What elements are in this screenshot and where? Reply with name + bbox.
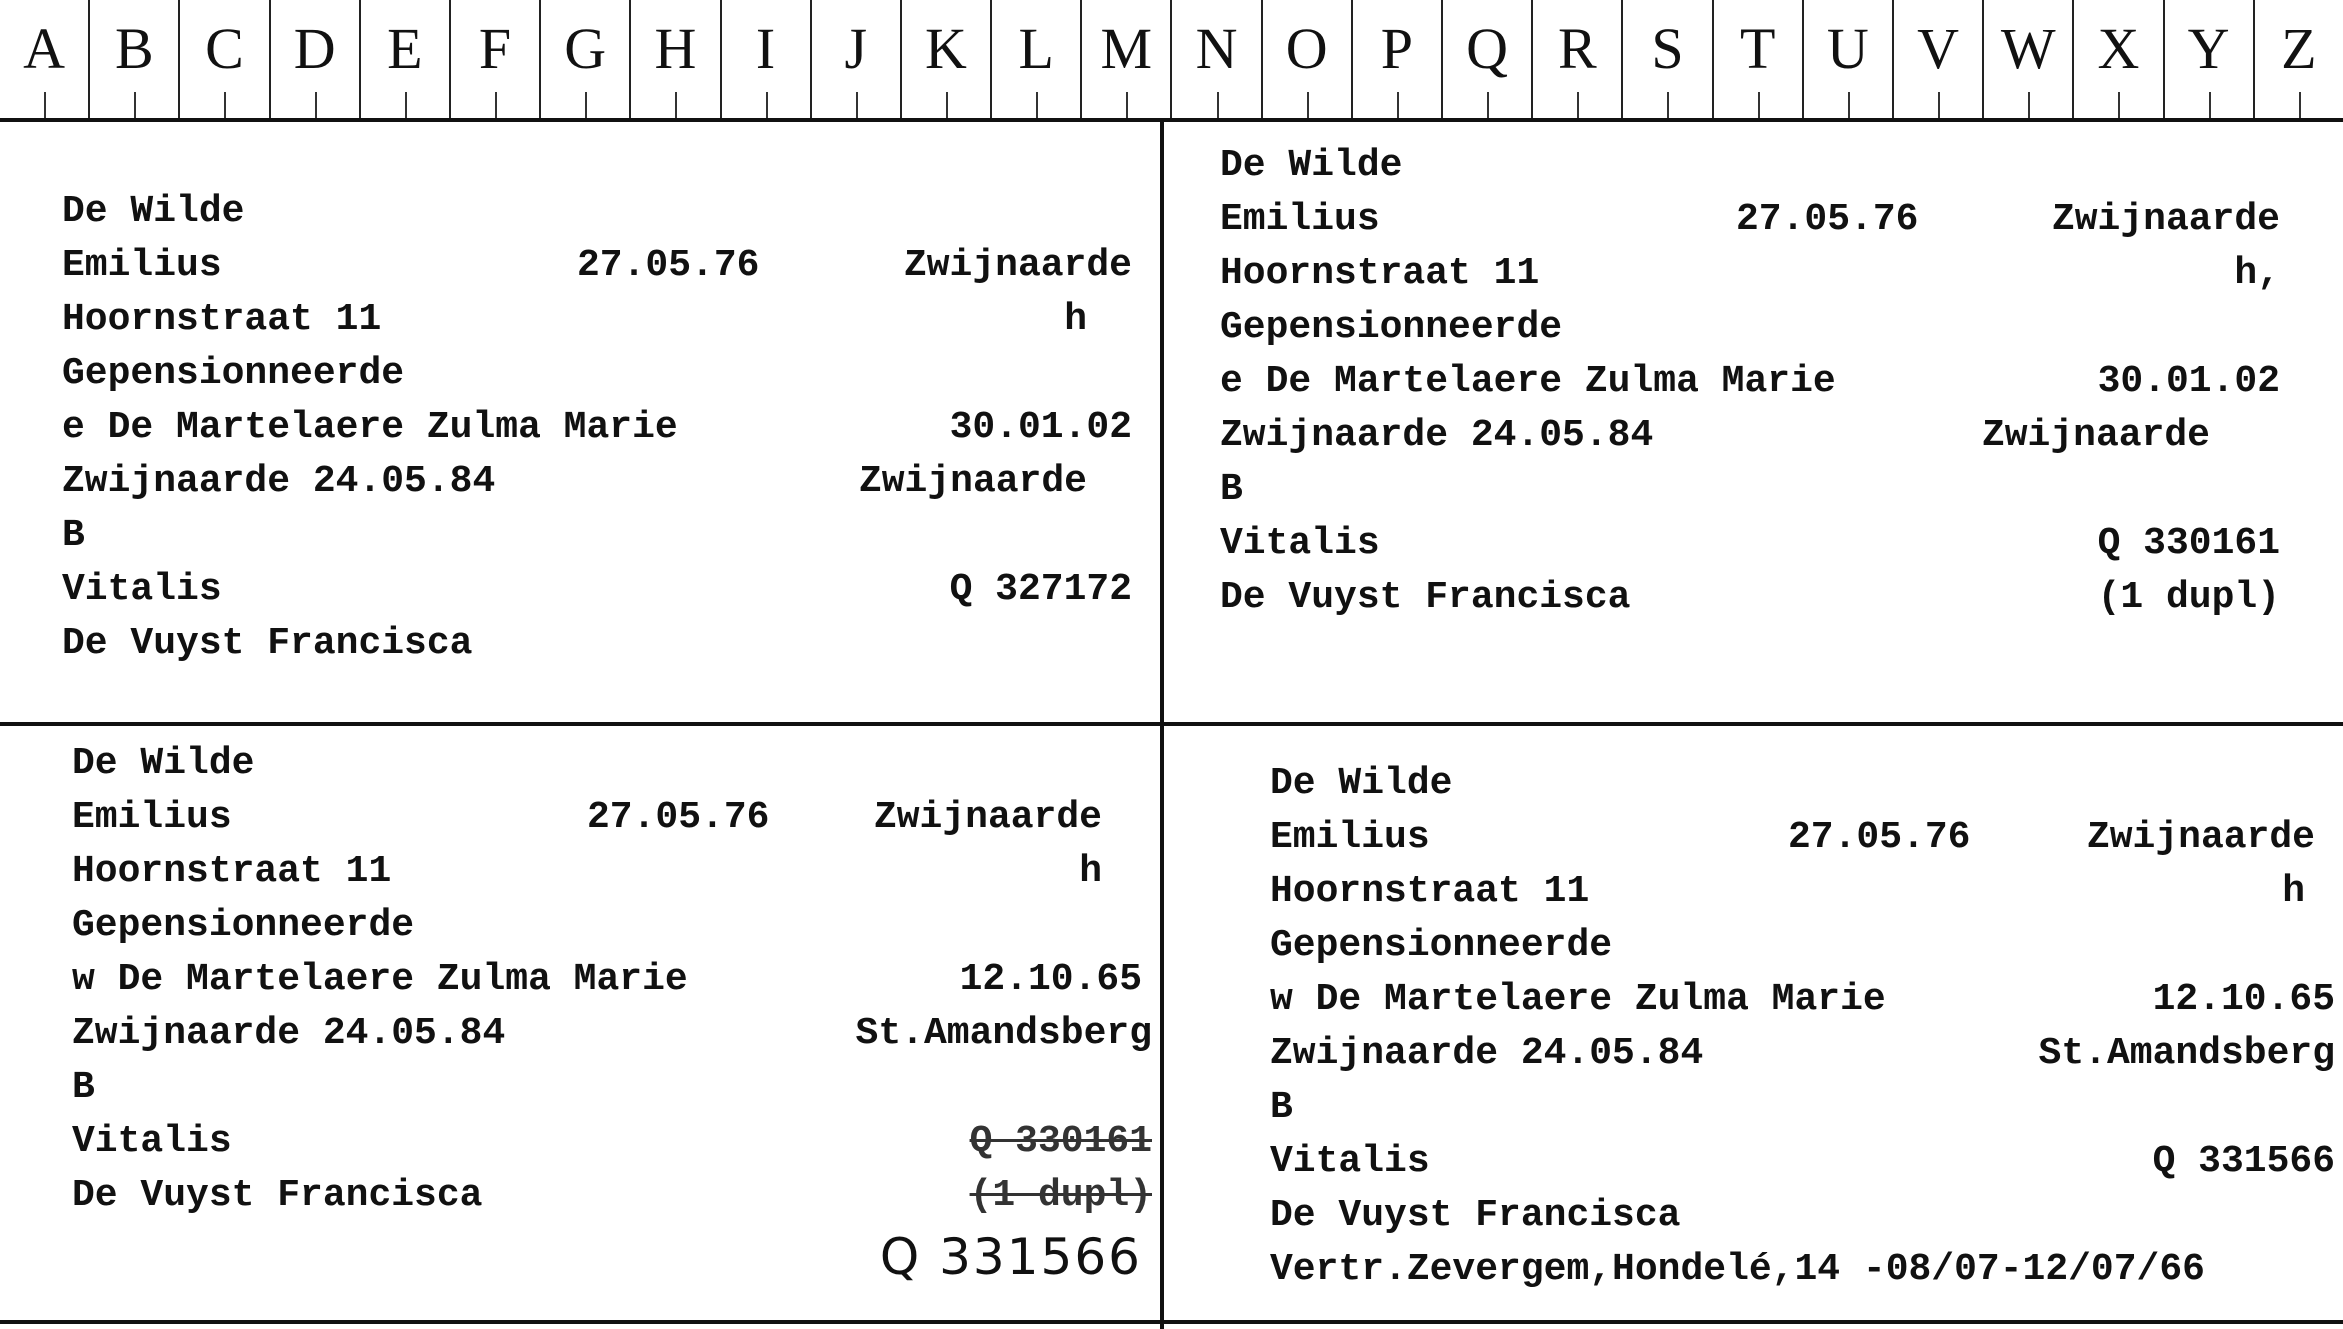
birth-place: Zwijnaarde: [903, 244, 1132, 287]
card-line-spouse: [1270, 978, 2335, 1032]
birth-place: Zwijnaarde: [2086, 816, 2315, 859]
card-line-occupation: [1270, 924, 2335, 978]
birth-date: 27.05.76: [1736, 198, 1919, 241]
card-line-father: [72, 1120, 1152, 1174]
card-line-father: [1220, 522, 2280, 576]
card-line-spouse: [72, 958, 1152, 1012]
record-card-top-left: [62, 190, 1132, 676]
spouse-date: 12.10.65: [2152, 978, 2335, 1021]
card-line-father: [62, 568, 1132, 622]
record-card-top-right: [1220, 144, 2280, 630]
card-line-surname: [62, 190, 1132, 244]
death: Zwijnaarde 24.05.84: [62, 460, 496, 503]
handwritten-reference-number: Q 331566: [879, 1228, 1142, 1286]
marker: h: [1079, 850, 1102, 893]
alphabet-letter-f: F: [449, 0, 539, 118]
alphabet-letter-u: U: [1802, 0, 1892, 118]
occupation: Gepensionneerde: [1220, 306, 1563, 349]
death-place: St.Amandsberg: [855, 1012, 1152, 1055]
first-name: Emilius: [62, 244, 222, 287]
spouse: e De Martelaere Zulma Marie: [1220, 360, 1836, 403]
card-line-address: [1270, 870, 2335, 924]
death-place: Zwijnaarde: [1981, 414, 2210, 457]
alphabet-letter-q: Q: [1441, 0, 1531, 118]
spouse-date: 30.01.02: [949, 406, 1132, 449]
reference-number: Q 330161: [2097, 522, 2280, 565]
card-line-occupation: [72, 904, 1152, 958]
address: Hoornstraat 11: [72, 850, 392, 893]
address: Hoornstraat 11: [1220, 252, 1540, 295]
birth-place: Zwijnaarde: [2051, 198, 2280, 241]
card-line-occupation: [62, 352, 1132, 406]
address: Hoornstraat 11: [1270, 870, 1590, 913]
death: Zwijnaarde 24.05.84: [1270, 1032, 1704, 1075]
mother: De Vuyst Francisca: [1270, 1194, 1681, 1237]
first-name: Emilius: [1220, 198, 1380, 241]
alphabet-letter-y: Y: [2163, 0, 2253, 118]
birth-date: 27.05.76: [577, 244, 760, 287]
alphabet-letter-e: E: [359, 0, 449, 118]
alphabet-letter-l: L: [990, 0, 1080, 118]
occupation: Gepensionneerde: [72, 904, 415, 947]
alphabet-letter-p: P: [1351, 0, 1441, 118]
struck-reference-number: Q 330161: [969, 1120, 1152, 1163]
card-line-address: [1220, 252, 2280, 306]
birth-place: Zwijnaarde: [873, 796, 1102, 839]
mother: De Vuyst Francisca: [1220, 576, 1631, 619]
first-name: Emilius: [1270, 816, 1430, 859]
code: B: [72, 1066, 95, 1109]
alphabet-letter-j: J: [810, 0, 900, 118]
card-line-address: [72, 850, 1152, 904]
card-line-code: [72, 1066, 1152, 1120]
spouse: w De Martelaere Zulma Marie: [72, 958, 688, 1001]
spouse-date: 30.01.02: [2097, 360, 2280, 403]
card-line-death: [1270, 1032, 2335, 1086]
card-line-code: [62, 514, 1132, 568]
record-card-grid: [0, 122, 2343, 1329]
bottom-divider: [0, 1320, 2343, 1324]
card-line-first-name: [72, 796, 1152, 850]
father: Vitalis: [72, 1120, 232, 1163]
reference-number: Q 331566: [2152, 1140, 2335, 1183]
alphabet-letter-r: R: [1531, 0, 1621, 118]
alphabet-letter-k: K: [900, 0, 990, 118]
horizontal-divider: [0, 722, 2343, 726]
alphabet-letter-v: V: [1892, 0, 1982, 118]
card-line-death: [1220, 414, 2280, 468]
death-place: Zwijnaarde: [858, 460, 1087, 503]
card-line-first-name: [1220, 198, 2280, 252]
spouse: w De Martelaere Zulma Marie: [1270, 978, 1886, 1021]
alphabet-letter-a: A: [0, 0, 88, 118]
card-line-extra: [1270, 1248, 2335, 1302]
code: B: [62, 514, 85, 557]
spouse: e De Martelaere Zulma Marie: [62, 406, 678, 449]
alphabet-letter-h: H: [629, 0, 719, 118]
code: B: [1270, 1086, 1293, 1129]
father: Vitalis: [62, 568, 222, 611]
surname: De Wilde: [62, 190, 245, 233]
card-line-father: [1270, 1140, 2335, 1194]
card-line-code: [1270, 1086, 2335, 1140]
relocation-note: Vertr.Zevergem,Hondelé,14 -08/07-12/07/66: [1270, 1248, 2205, 1291]
card-line-code: [1220, 468, 2280, 522]
alphabet-letter-b: B: [88, 0, 178, 118]
card-line-first-name: [62, 244, 1132, 298]
alphabet-letter-c: C: [178, 0, 268, 118]
alphabet-letter-w: W: [1982, 0, 2072, 118]
alphabet-letter-i: I: [720, 0, 810, 118]
alphabet-letter-x: X: [2072, 0, 2162, 118]
struck-duplicate-note: (1 dupl): [969, 1174, 1152, 1217]
card-line-mother: [1220, 576, 2280, 630]
alphabet-letter-m: M: [1080, 0, 1170, 118]
birth-date: 27.05.76: [587, 796, 770, 839]
alphabet-letter-o: O: [1261, 0, 1351, 118]
card-line-surname: [1270, 762, 2335, 816]
occupation: Gepensionneerde: [62, 352, 405, 395]
birth-date: 27.05.76: [1788, 816, 1971, 859]
mother: De Vuyst Francisca: [72, 1174, 483, 1217]
father: Vitalis: [1270, 1140, 1430, 1183]
occupation: Gepensionneerde: [1270, 924, 1613, 967]
card-line-mother: [62, 622, 1132, 676]
card-line-mother: [72, 1174, 1152, 1228]
card-line-handwritten: [72, 1228, 1152, 1292]
card-line-address: [62, 298, 1132, 352]
alphabet-letter-g: G: [539, 0, 629, 118]
spouse-date: 12.10.65: [959, 958, 1142, 1001]
surname: De Wilde: [1220, 144, 1403, 187]
surname: De Wilde: [72, 742, 255, 785]
father: Vitalis: [1220, 522, 1380, 565]
alphabet-row: [0, 0, 2343, 118]
card-line-occupation: [1220, 306, 2280, 360]
card-line-death: [72, 1012, 1152, 1066]
death-place: St.Amandsberg: [2038, 1032, 2335, 1075]
alphabet-letter-z: Z: [2253, 0, 2343, 118]
duplicate-note: (1 dupl): [2097, 576, 2280, 619]
surname: De Wilde: [1270, 762, 1453, 805]
card-line-spouse: [1220, 360, 2280, 414]
code: B: [1220, 468, 1243, 511]
record-card-bottom-left: [72, 742, 1152, 1292]
alphabet-letter-s: S: [1621, 0, 1711, 118]
card-line-spouse: [62, 406, 1132, 460]
card-line-first-name: [1270, 816, 2335, 870]
alphabet-letter-n: N: [1170, 0, 1260, 118]
card-line-surname: [1220, 144, 2280, 198]
death: Zwijnaarde 24.05.84: [1220, 414, 1654, 457]
marker: h: [1064, 298, 1087, 341]
death: Zwijnaarde 24.05.84: [72, 1012, 506, 1055]
address: Hoornstraat 11: [62, 298, 382, 341]
marker: h: [2282, 870, 2305, 913]
mother: De Vuyst Francisca: [62, 622, 473, 665]
first-name: Emilius: [72, 796, 232, 839]
reference-number: Q 327172: [949, 568, 1132, 611]
alphabet-letter-t: T: [1712, 0, 1802, 118]
alphabet-letter-d: D: [269, 0, 359, 118]
marker: h,: [2234, 252, 2280, 295]
alphabet-index-strip: [0, 0, 2343, 122]
card-line-mother: [1270, 1194, 2335, 1248]
record-card-bottom-right: [1270, 762, 2335, 1302]
card-line-surname: [72, 742, 1152, 796]
card-line-death: [62, 460, 1132, 514]
